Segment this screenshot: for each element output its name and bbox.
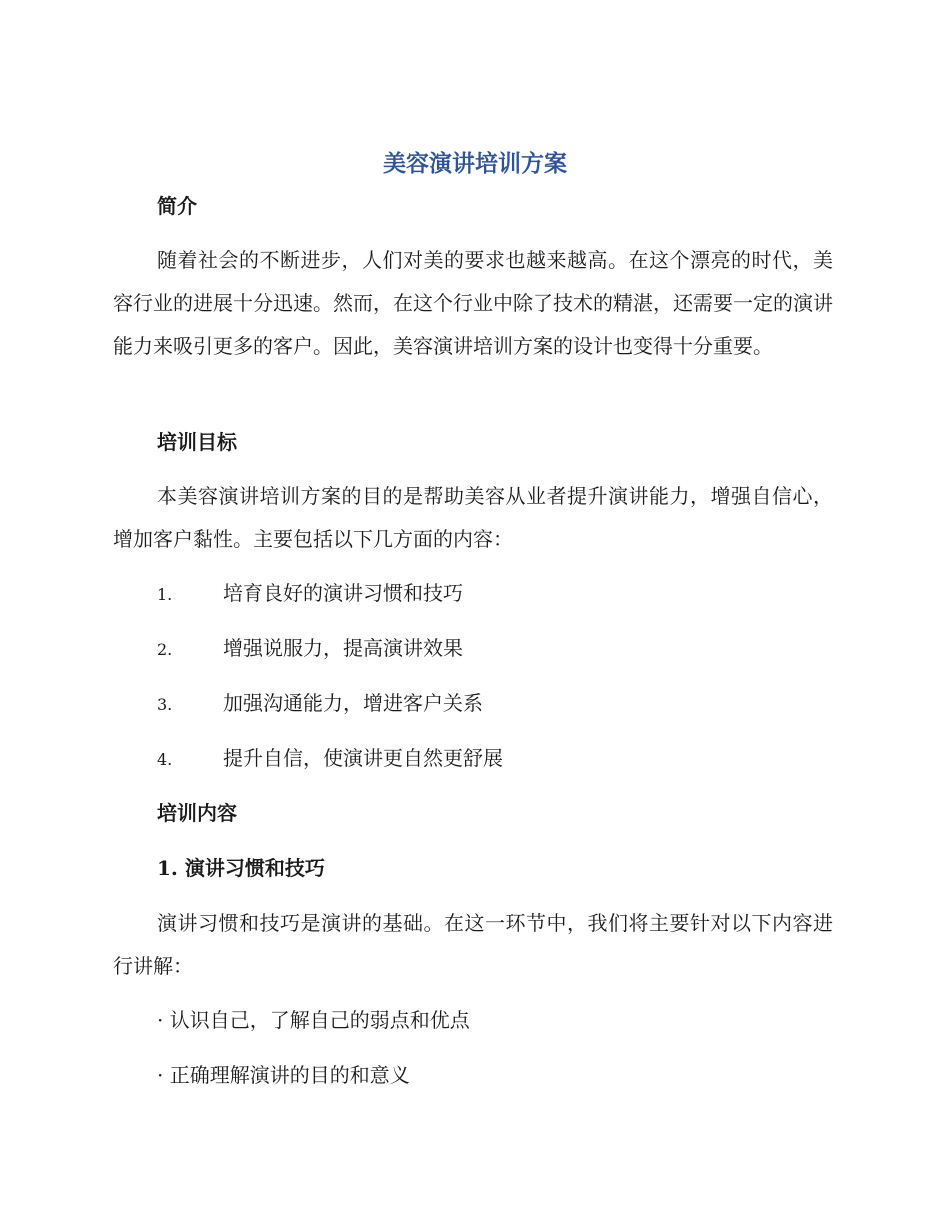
bullet-item-1: · 认识自己，了解自己的弱点和优点 — [157, 1008, 470, 1032]
goals-heading: 培训目标 — [157, 430, 237, 454]
list-number: 2. — [157, 640, 173, 659]
subsection-heading: 1. 演讲习惯和技巧 — [157, 856, 325, 880]
goal-item-1 — [157, 578, 463, 610]
goal-item-4 — [157, 743, 503, 775]
list-number: 4. — [157, 750, 173, 769]
goal-item-3 — [157, 688, 483, 720]
content-heading: 培训内容 — [157, 801, 237, 825]
list-number: 1. — [157, 585, 173, 604]
intro-paragraph: 随着社会的不断进步，人们对美的要求也越来越高。在这个漂亮的时代，美容行业的进展十分迅速。然而，在这个行业中除了技术的精湛，还需要一定的演讲能力来吸引更多的客户。因此，美容演讲培训方案的设计也变得十分重要。 — [113, 248, 833, 358]
list-text: 提升自信，使演讲更自然更舒展 — [223, 746, 503, 770]
list-text: 加强沟通能力，增进客户关系 — [223, 691, 483, 715]
list-text: 增强说服力，提高演讲效果 — [223, 636, 463, 660]
document-title: 美容演讲培训方案 — [383, 151, 567, 177]
bullet-item-2: · 正确理解演讲的目的和意义 — [157, 1063, 410, 1087]
subsection-paragraph: 演讲习惯和技巧是演讲的基础。在这一环节中，我们将主要针对以下内容进行讲解： — [113, 911, 833, 978]
list-text: 培育良好的演讲习惯和技巧 — [223, 581, 463, 605]
goals-paragraph: 本美容演讲培训方案的目的是帮助美容从业者提升演讲能力，增强自信心，增加客户黏性。主要包括以下几方面的内容： — [113, 484, 833, 551]
list-number: 3. — [157, 695, 173, 714]
intro-heading: 简介 — [157, 194, 197, 218]
goal-item-2 — [157, 633, 463, 665]
